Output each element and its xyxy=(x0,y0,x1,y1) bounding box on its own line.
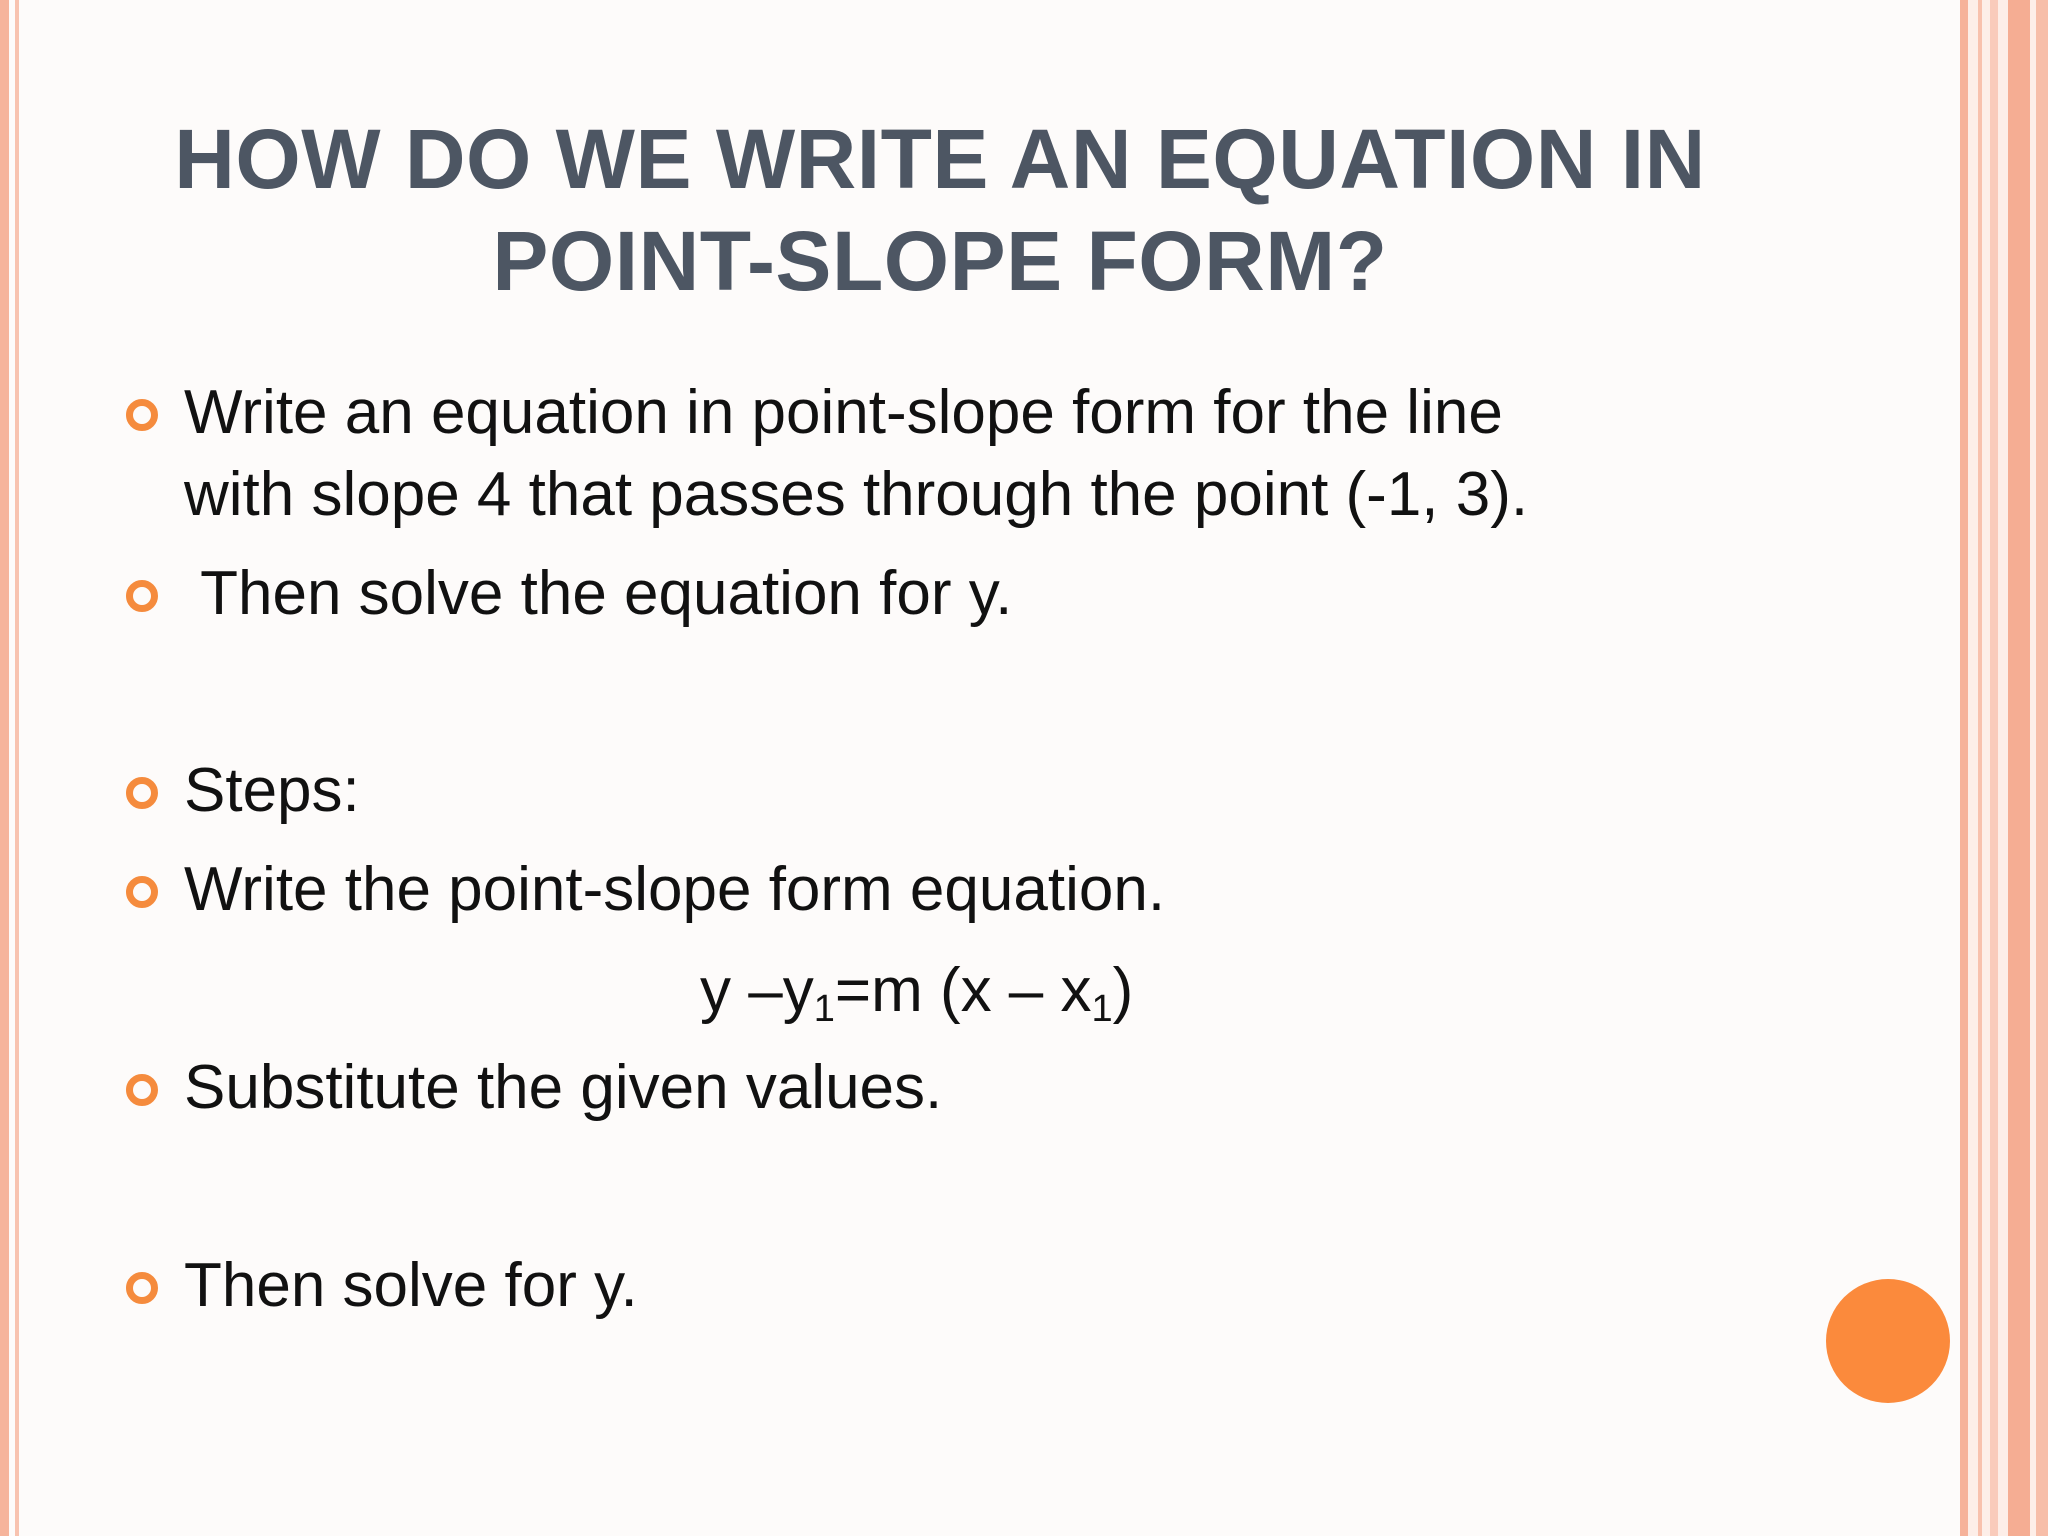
equation-part: y –y xyxy=(700,956,814,1025)
right-border-stripe xyxy=(1978,0,1982,1536)
left-border-stripe-thin xyxy=(15,0,19,1536)
right-border-band xyxy=(1960,0,2048,1536)
bullet-item xyxy=(126,553,1826,635)
bullet-item xyxy=(126,1245,1826,1327)
left-border-stripe xyxy=(0,0,9,1536)
bullet-item xyxy=(126,750,1826,832)
right-border-stripe xyxy=(1990,0,1998,1536)
bullet-circle-icon xyxy=(126,399,158,431)
bullet-text: Then solve the equation for y. xyxy=(184,559,1013,628)
bullet-circle-icon xyxy=(126,1272,158,1304)
equation-part: ) xyxy=(1112,956,1134,1025)
bullet-text: Substitute the given values. xyxy=(184,1053,943,1122)
bullet-text-line-1: Write an equation in point-slope form for the line xyxy=(184,378,1503,447)
equation-part: =m (x – x xyxy=(834,956,1092,1025)
bullet-text-line-2: with slope 4 that passes through the point (-1, 3). xyxy=(184,460,1529,529)
bullet-text: Steps: xyxy=(184,756,360,825)
bullet-circle-icon xyxy=(126,876,158,908)
slide-title-line-1: HOW DO WE WRITE AN EQUATION IN xyxy=(174,112,1706,206)
bullet-item xyxy=(126,849,1826,931)
equation-subscript: 1 xyxy=(813,988,835,1030)
right-border-stripe xyxy=(2008,0,2030,1536)
bullet-text: Write the point-slope form equation. xyxy=(184,855,1166,924)
bullet-item xyxy=(126,372,1826,536)
point-slope-equation xyxy=(700,950,1133,1032)
bullet-text xyxy=(184,372,1528,536)
bullet-circle-icon xyxy=(126,580,158,612)
orange-decorative-circle xyxy=(1826,1279,1950,1403)
bullet-item xyxy=(126,1047,1826,1129)
slide-title xyxy=(120,108,1760,312)
equation-subscript: 1 xyxy=(1091,988,1113,1030)
right-border-stripe xyxy=(2036,0,2048,1536)
bullet-text: Then solve for y. xyxy=(184,1251,638,1320)
bullet-circle-icon xyxy=(126,777,158,809)
slide-title-line-2: POINT-SLOPE FORM? xyxy=(492,214,1388,308)
right-border-stripe xyxy=(1960,0,1968,1536)
bullet-circle-icon xyxy=(126,1074,158,1106)
